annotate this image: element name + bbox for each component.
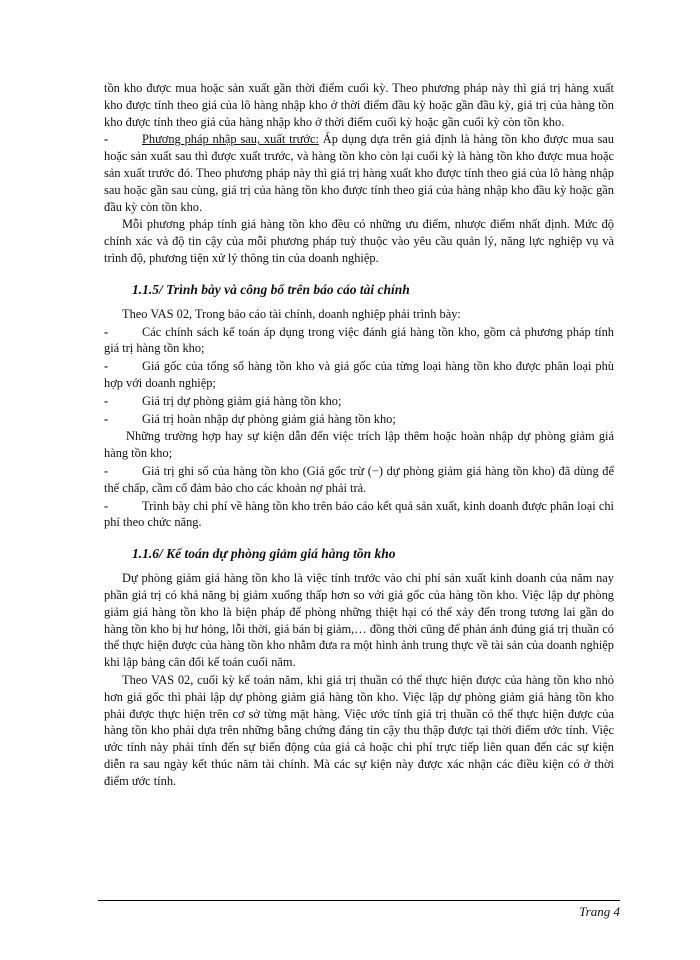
bullet-dash: -: [104, 324, 109, 339]
footer-divider: [98, 900, 620, 901]
list-item: [104, 358, 614, 392]
list-item-text: Các chính sách kế toán áp dụng trong việc đánh giá hàng tồn kho, gồm cả phương pháp tính giá trị hàng tồn kho;: [104, 324, 614, 356]
bullet-dash: -: [104, 359, 109, 374]
lifo-method-label: Phương pháp nhập sau, xuất trước:: [142, 132, 319, 147]
page-number: Trang 4: [579, 904, 620, 919]
bullet-dash: -: [104, 132, 109, 147]
bullet-dash: -: [104, 393, 109, 408]
bullet-dash: -: [104, 498, 109, 513]
paragraph-provision-vas02: Theo VAS 02, cuối kỳ kế toán năm, khi giá trị thuần có thể thực hiện được của hàng tồn kho nhỏ hơn giá gốc thì phải lập dự phòng giảm giá hàng tồn kho. Việc lập dự phòng giảm giá hàng tồn kho phải được thực hiện trên cơ sở từng mặt hàng. Việc ước tính giá trị thuần có thể thực hiện được của hàng tồn kho phải dựa trên những bằng chứng đáng tin cậy thu thập được tại thời điểm ước tính. Việc ước tính này phải tính đến sự biến động của giá cả hoặc chi phí trực tiếp liên quan đến các sự kiện diễn ra sau ngày kết thúc năm tài chính. Mà các sự kiện này được xác nhận các điều kiện có ở thời điểm ước tính.: [104, 672, 614, 788]
list-item: [104, 498, 614, 532]
list-item-text: Giá gốc của tổng số hàng tồn kho và giá gốc của từng loại hàng tồn kho được phân loại phù hợp với doanh nghiệp;: [104, 359, 614, 390]
bullet-dash: -: [104, 463, 109, 478]
bullet-dash: -: [104, 411, 109, 426]
paragraph-vas-intro: Theo VAS 02, Trong báo cáo tài chính, doanh nghiệp phải trình bày:: [122, 306, 461, 321]
list-item-text: Giá trị hoàn nhập dự phòng giảm giá hàng tồn kho;: [142, 411, 396, 426]
paragraph-method-comparison: Mỗi phương pháp tính giá hàng tồn kho đều có những ưu điểm, nhược điểm nhất định. Mức độ chính xác và độ tin cậy của mỗi phương pháp tuỳ thuộc vào yêu cầu quản lý, năng lực nghiệp vụ và trình độ, phương tiện xử lý thông tin của doanh nghiệp.: [104, 217, 614, 265]
list-item: [104, 324, 614, 358]
list-item: [104, 463, 614, 497]
paragraph-provision-events: Những trường hợp hay sự kiện dẫn đến việc trích lập thêm hoặc hoàn nhập dự phòng giảm giá hàng tồn kho;: [104, 429, 614, 461]
section-heading-1-1-6: 1.1.6/ Kế toán dự phòng giảm giá hàng tồn kho: [132, 546, 396, 562]
list-item-text: Giá trị ghi sổ của hàng tồn kho (Giá gốc trừ (−) dự phòng giảm giá hàng tồn kho) đã dùng để thế chấp, cầm cố đảm bảo cho các khoản nợ phải trả.: [104, 463, 614, 495]
list-item: [104, 411, 614, 428]
list-item-text: Trình bày chi phí về hàng tồn kho trên báo cáo kết quả sản xuất, kinh doanh được phân loại chi phí theo chức năng.: [104, 498, 614, 530]
lifo-method-item: [104, 131, 614, 215]
lifo-method-text: Áp dụng dựa trên giả định là hàng tồn kho được mua sau hoặc sản xuất sau thì được xuất trước, và hàng tồn kho còn lại cuối kỳ là hàng tồn kho được mua hoặc sản xuất trước đó. Theo phương pháp này thì giá trị hàng xuất kho được tính theo giá của lô hàng nhập sau hoặc gần sau cùng, giá trị của hàng tồn kho được tính theo giá của hàng nhập kho đầu kỳ hoặc gần đầu kỳ còn tồn kho.: [104, 132, 614, 214]
paragraph-fifo-continuation: tồn kho được mua hoặc sản xuất gần thời điểm cuối kỳ. Theo phương pháp này thì giá trị hàng xuất kho được tính theo giá của lô hàng nhập kho ở thời điểm đầu kỳ hoặc gần đầu kỳ, giá trị của hàng tồn kho được tính theo giá của hàng nhập kho ở thời điểm cuối kỳ hoặc gần cuối kỳ còn tồn kho.: [104, 81, 614, 129]
list-item-text: Giá trị dự phòng giảm giá hàng tồn kho;: [142, 393, 342, 408]
list-item: [104, 393, 614, 410]
page-body: [104, 80, 614, 790]
paragraph-provision-definition: Dự phòng giảm giá hàng tồn kho là việc tính trước vào chi phí sản xuất kinh doanh của năm nay phần giá trị có khả năng bị giảm xuống thấp hơn so với giá gốc của hàng tồn kho. Việc lập dự phòng giảm giá hàng tồn kho là biện pháp để phòng những thiệt hại có thể xảy đến trong tương lai gần do hàng tồn kho bị hư hỏng, lỗi thời, giá bán bị giảm,… đồng thời cũng để phản ánh đúng giá trị thuần có thể thực hiện được của hàng tồn kho nhằm đưa ra một hình ảnh trung thực về tài sản của doanh nghiệp khi lập bảng cân đối kế toán cuối năm.: [104, 571, 614, 670]
section-heading-1-1-5: 1.1.5/ Trình bày và công bố trên báo cáo tài chính: [132, 281, 410, 297]
